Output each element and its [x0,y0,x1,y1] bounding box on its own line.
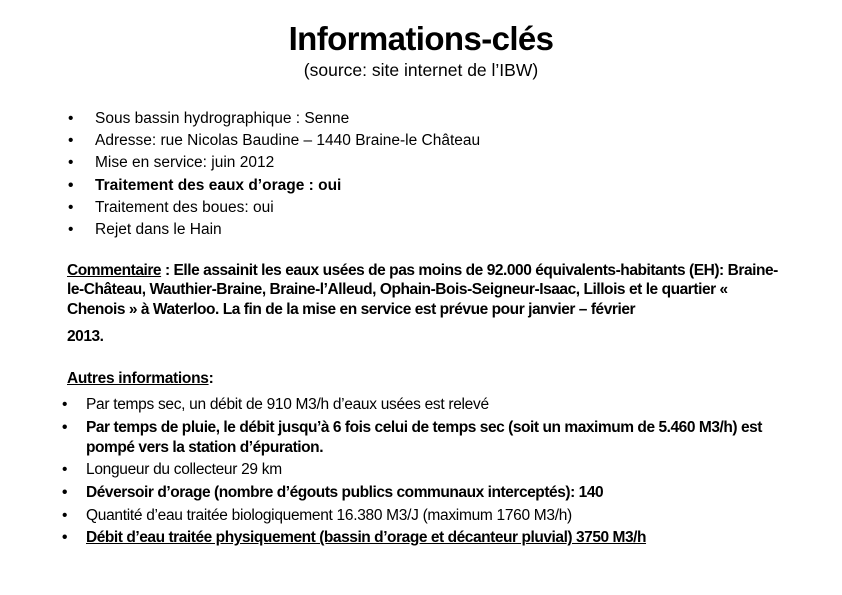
commentaire-body: : Elle assainit les eaux usées de pas moins de 92.000 équivalents-habitants (EH): Braine-le-Château, Wauthier-Braine, Braine-l’Alleud, Ophain-Bois-Seigneur-Isaac, Lillois et le quartier « Chenois » à Waterloo. La fin de la mise en service est prévue pour janvier – février [67,261,778,318]
fact-text: Adresse: rue Nicolas Baudine – 1440 Braine-le Château [95,132,481,150]
autres-list [0,395,762,548]
commentaire-year: 2013. [67,328,104,346]
info-text: Par temps sec, un débit de 910 M3/h d’eaux usées est relevé [86,395,489,413]
info-text: Longueur du collecteur 29 km [86,461,282,479]
info-text: Quantité d’eau traitée biologiquement 16.380 M3/J (maximum 1760 M3/h) [86,506,572,524]
fact-item [68,109,842,130]
info-item [62,528,762,548]
fact-item [68,153,842,174]
fact-text: Rejet dans le Hain [95,221,222,239]
info-item [62,460,762,480]
commentaire-paragraph [67,261,781,347]
info-item [62,506,762,526]
info-text: Débit d’eau traitée physiquement (bassin d’orage et décanteur pluvial) 3750 M3/h [86,529,647,547]
fact-text: Sous bassin hydrographique : Senne [95,109,350,127]
commentaire-label: Commentaire [67,261,162,279]
fact-text: Mise en service: juin 2012 [95,154,275,172]
info-text: Déversoir d’orage (nombre d’égouts publics communaux interceptés): 140 [86,483,604,501]
fact-item [68,220,842,241]
fact-item [68,176,842,197]
fact-item [68,198,842,219]
slide-title: Informations-clés [288,20,554,57]
autres-colon: : [208,369,214,387]
info-item [62,395,762,415]
info-text: Par temps de pluie, le débit jusqu’à 6 fois celui de temps sec (soit un maximum de 5.460 M3/h) est pompé vers la station d’épuration. [86,418,762,456]
autres-heading [67,370,842,388]
facts-list [0,109,842,241]
fact-item [68,131,842,152]
autres-label: Autres informations [67,369,209,387]
fact-text: Traitement des eaux d’orage : oui [95,176,342,194]
info-item [62,418,762,458]
info-item [62,483,762,503]
slide-subtitle: (source: site internet de l’IBW) [303,59,539,80]
fact-text: Traitement des boues: oui [95,198,274,216]
